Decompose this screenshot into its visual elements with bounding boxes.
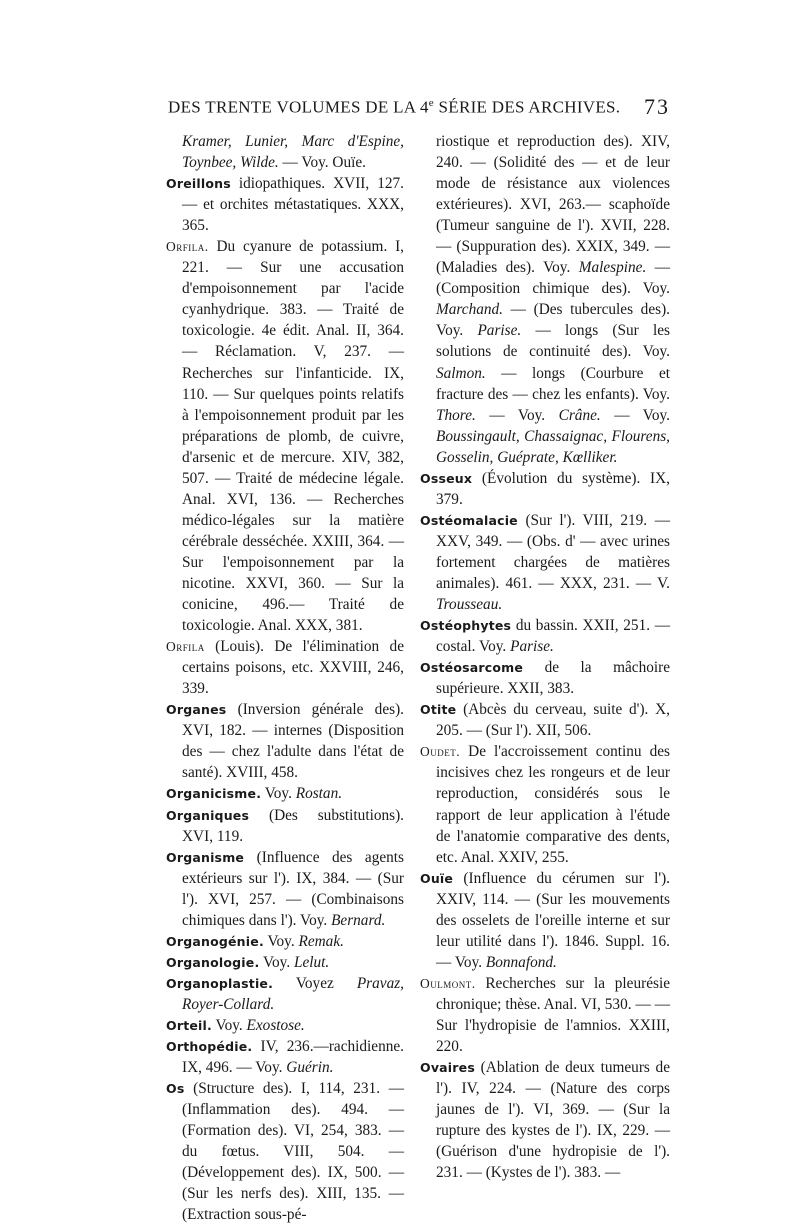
entry-tail: — Voy. [475,406,559,424]
entry-headword: Organologie. [166,954,260,970]
entry-text: (Louis). De l'élimination de certains poisons, etc. XXVIII, 246, 339. [182,638,404,698]
index-entry [420,510,670,615]
entry-headword: Ostéosarcome [420,660,524,676]
entry-headword: Oudet. [420,744,461,760]
entry-reference: Thore. [436,406,476,424]
entry-text: (Sur l'). VIII, 219. — XXV, 349. — (Obs. d' — avec urines fortement chargées de matières animales). 461. — XXX, 231. — V. [436,511,670,592]
index-entry [420,973,670,1057]
entry-headword: Orthopédie. [166,1039,253,1055]
index-entry [166,236,404,636]
index-entry [420,699,670,741]
entry-headword: Organogénie. [166,933,264,949]
entry-headword: Organiques [166,807,250,823]
index-entry [420,741,670,867]
entry-headword: Ovaires [420,1060,475,1076]
entry-reference: Crâne. [558,406,601,424]
entry-text: (Des substitutions). XVI, 119. [182,806,404,845]
index-entry [166,783,404,804]
index-entry [420,657,670,699]
entry-headword: Orfila [166,639,205,655]
entry-reference: Rostan. [295,785,343,803]
entry-tail: — longs (Courbure et fracture des — chez les enfants). Voy. [436,364,670,403]
entry-text: Voy. [261,785,296,803]
entry-text: Voy. [263,932,299,950]
index-entry [420,868,670,973]
entry-text: (Inversion générale des). XVI, 182. — internes (Disposition des — chez l'adulte dans l'état de santé). XVIII, 458. [182,701,404,782]
index-entry [420,615,670,657]
entry-reference: Trousseau. [436,596,503,614]
entry-headword: Oreillons [166,176,231,192]
entry-headword: Ouïe [420,870,454,886]
index-entry [166,636,404,699]
entry-tail: — (Des tubercules des). Voy. [436,301,670,340]
entry-text: Voyez [273,974,357,992]
index-entry [166,805,404,847]
entry-tail: — Voy. Ouïe. [278,154,366,172]
entry-headword: Ostéophytes [420,618,512,634]
entry-text: (Évolution du système). IX, 379. [436,469,670,508]
entry-headword: Orteil. [166,1017,212,1033]
entry-text: Voy. [259,953,294,971]
index-entry [166,973,404,1015]
entry-reference: Parise. [477,322,522,340]
entry-headword: Organicisme. [166,786,262,802]
index-entry [166,847,404,931]
entry-reference: Lelut. [293,953,330,971]
entry-tail: — (Composition chimique des). Voy. [436,259,670,298]
entry-reference: Salmon. [436,364,486,382]
entry-text: (Influence des agents extérieurs sur l'). IX, 384. — (Sur l'). XVI, 257. — (Combinaisons chimiques dans l'). Voy. [182,848,404,929]
header-title-sup: e [428,97,434,109]
page-number: 73 [644,94,670,119]
entry-reference: Guérin. [286,1059,334,1077]
index-entry [166,1015,404,1036]
header-title-main: DES TRENTE VOLUMES DE LA 4 [168,97,429,117]
entry-text: (Influence du cérumen sur l'). XXIV, 114. — (Sur les mouvements des osselets de l'oreille interne et sur leur utilité dans l'). 1846. Suppl. 16. — Voy. [436,869,670,971]
index-entry [166,699,404,783]
entry-tail: — Voy. [600,406,671,424]
right-column [420,131,670,1183]
entry-text: IV, 236.—rachidienne. IX, 496. — Voy. [182,1038,404,1077]
entry-headword: Ostéomalacie [420,512,518,528]
entry-reference: Pravaz, Royer-Collard. [182,974,404,1013]
index-entry [420,1057,670,1183]
entry-reference: Parise. [510,638,554,656]
entry-text: du bassin. XXII, 251. — costal. Voy. [436,617,670,656]
entry-reference: Malespine. [578,259,647,277]
index-entry [166,952,404,973]
index-entry [166,1036,404,1078]
index-entry [420,468,670,510]
index-entry [166,131,404,173]
entry-text: De l'accroissement continu des incisives chez les rongeurs et de leur reproduction, considérés sous le rapport de leur application à l'étude de l'anatomie comparative des dents, etc. Anal. XXIV, 255. [436,743,670,866]
entry-text: Voy. [211,1016,247,1034]
entry-headword: Orfila. [166,239,209,255]
header-title [168,97,620,118]
left-column [166,131,404,1225]
entry-headword: Osseux [420,470,473,486]
entry-text: idiopathiques. XVII, 127. — et orchites métastatiques. XXX, 365. [182,175,404,235]
index-entry [420,131,670,468]
entry-text: de la mâchoire supérieure. XXII, 383. [436,659,670,698]
entry-headword: Organisme [166,849,245,865]
entry-text: (Structure des). I, 114, 231. — (Inflammation des). 494. — (Formation des). VI, 254, 383. — du fœtus. VIII, 504. — (Développement des). IX, 500. — (Sur les nerfs des). XIII, 135. — (Extraction sous-pé- [182,1080,404,1224]
header-title-end: SÉRIE DES ARCHIVES. [433,97,621,117]
entry-text: (Abcès du cerveau, suite d'). X, 205. — (Sur l'). XII, 506. [436,701,670,740]
entry-text: Du cyanure de potassium. I, 221. — Sur une accusation d'empoisonnement par l'acide cyanhydrique. 383. — Traité de toxicologie. 4e édit. Anal. II, 364. — Réclamation. V, 237. — Recherches sur l'infanticide. IX, 110. — Sur quelques points relatifs à l'empoisonnement produit par les préparations de plomb, de cuivre, d'arsenic et de mercure. XIV, 382, 507. — Traité de médecine légale. Anal. XVI, 136. — Recherches médico-légales sur la matière cérébrale desséchée. XXIII, 364. — Sur l'empoisonnement par la nicotine. XXVI, 360. — Sur la conicine, 496.— Traité de toxicologie. Anal. XXX, 381. [182,238,404,635]
running-header [168,94,670,127]
entry-headword: Otite [420,702,457,718]
entry-text: Recherches sur la pleurésie chronique; thèse. Anal. VI, 530. — — Sur l'hydropisie de l'amnios. XXIII, 220. [436,974,670,1056]
entry-headword: Os [166,1081,185,1097]
entry-reference: Marchand. [436,301,503,319]
entry-reference: Exostose. [246,1016,305,1034]
entry-reference: Bonnafond. [485,953,557,971]
entry-tail: — longs (Sur les solutions de continuité des). Voy. [436,322,670,361]
entry-headword: Organoplastie. [166,975,274,991]
index-entry [166,931,404,952]
entry-text: riostique et reproduction des). XIV, 240. — (Solidité des — et de leur mode de résistance aux violences extérieures). XVI, 263.— scaphoïde (Tumeur sanguine de l'). XVII, 228. — (Suppuration des). XXIX, 349. — (Maladies des). Voy. [436,133,670,277]
index-entry [166,1078,404,1225]
entry-reference: Bernard. [331,911,386,929]
entry-reference: Boussingault, Chassaignac, Flourens, Gosselin, Guéprate, Kœlliker. [436,427,670,466]
entry-headword: Oulmont. [420,975,476,991]
entry-text: (Ablation de deux tumeurs de l'). IV, 224. — (Nature des corps jaunes de l'). VI, 369. — (Sur la rupture des kystes de l'). IX, 229. — (Guérison d'une hydropisie de l'). 231. — (Kystes de l'). 383. — [436,1059,670,1182]
entry-headword: Organes [166,702,227,718]
entry-reference: Kramer, Lunier, Marc d'Espine, Toynbee, Wilde. [182,133,404,172]
entry-reference: Remak. [298,932,344,950]
index-entry [166,173,404,236]
